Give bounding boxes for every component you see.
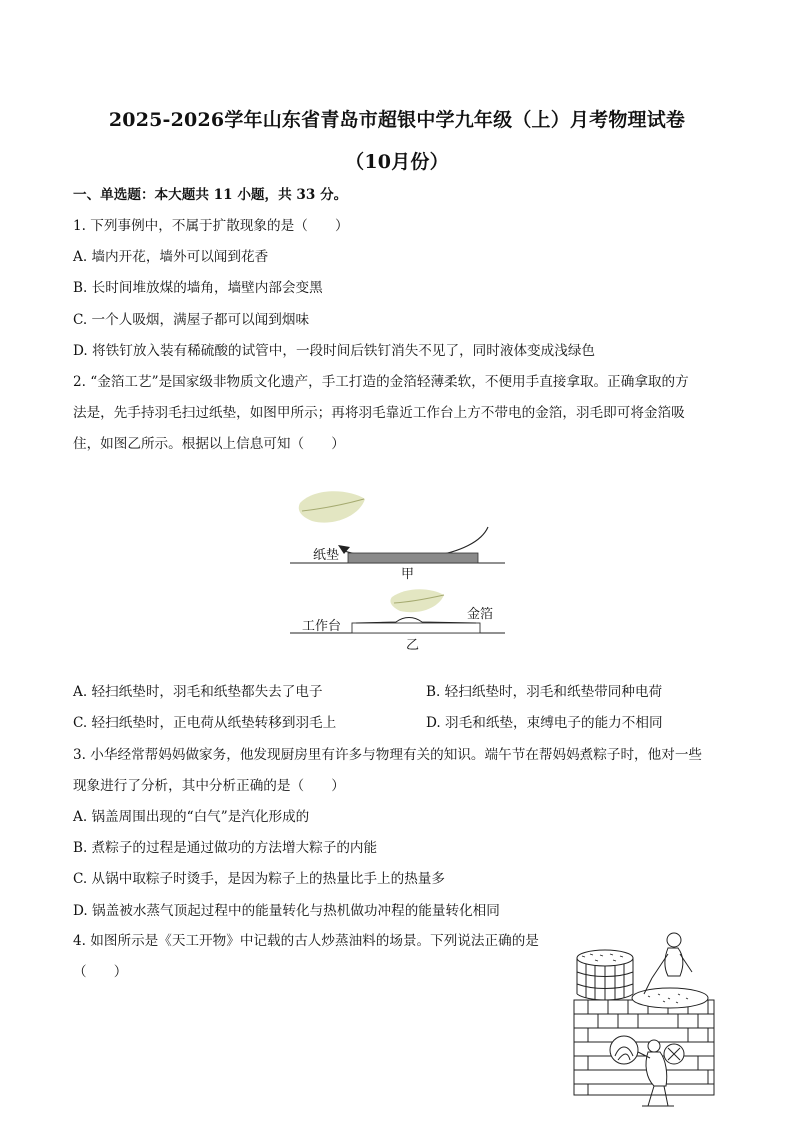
- q1-option-c: C. 一个人吸烟，满屋子都可以闻到烟味: [73, 312, 310, 328]
- q3-option-b: B. 煮粽子的过程是通过做功的方法增大粽子的内能: [73, 840, 378, 856]
- q3-option-c: C. 从锅中取粽子时烫手，是因为粽子上的热量比手上的热量多: [73, 871, 445, 887]
- q2-options-row1: [73, 684, 663, 700]
- label-paper-pad: 纸垫: [313, 548, 340, 563]
- q2-stem-line1: 2. “金箔工艺”是国家级非物质文化遗产，手工打造的金箔轻薄柔软，不便用手直接拿取。正确拿取的方: [73, 374, 689, 390]
- q2-stem-line3: 住，如图乙所示。根据以上信息可知（ ）: [73, 436, 345, 452]
- q1-stem: 1. 下列事例中，不属于扩散现象的是（ ）: [73, 218, 349, 234]
- exam-title: 2025-2026学年山东省青岛市超银中学九年级（上）月考物理试卷: [108, 109, 686, 131]
- q4-stem-line1: 4. 如图所示是《天工开物》中记载的古人炒蒸油料的场景。下列说法正确的是: [73, 933, 539, 949]
- q2-option-d: D. 羽毛和纸垫，束缚电子的能力不相同: [426, 715, 663, 731]
- label-yi: 乙: [406, 638, 420, 653]
- q1-option-d: D. 将铁钉放入装有稀硫酸的试管中，一段时间后铁钉消失不见了，同时液体变成浅绿色: [73, 343, 596, 359]
- q2-option-c: C. 轻扫纸垫时，正电荷从纸垫转移到羽毛上: [73, 715, 337, 731]
- ancient-oil-steaming-illustration: [568, 928, 726, 1113]
- q3-option-a: A. 锅盖周围出现的“白气”是汽化形成的: [73, 809, 310, 825]
- q2-option-a: A. 轻扫纸垫时，羽毛和纸垫都失去了电子: [73, 684, 323, 700]
- q3-option-d: D. 锅盖被水蒸气顶起过程中的能量转化与热机做功冲程的能量转化相同: [73, 903, 500, 919]
- feather-icon: [299, 491, 365, 522]
- q1-option-b: B. 长时间堆放煤的墙角，墙壁内部会变黑: [73, 280, 323, 296]
- q1-option-a: A. 墙内开花，墙外可以闻到花香: [73, 249, 269, 265]
- feather-figure: [280, 485, 520, 655]
- paper-pad: [348, 553, 478, 563]
- feather-icon-yi: [390, 589, 444, 612]
- exam-subtitle: （10月份）: [345, 151, 449, 173]
- label-jia: 甲: [401, 567, 415, 582]
- q3-stem-line2: 现象进行了分析，其中分析正确的是（ ）: [73, 778, 345, 794]
- q2-stem-line2: 法是，先手持羽毛扫过纸垫，如图甲所示；再将羽毛靠近工作台上方不带电的金箔，羽毛即可将金箔吸: [73, 405, 685, 421]
- workbench: [352, 623, 480, 633]
- q3-stem-line1: 3. 小华经常帮妈妈做家务，他发现厨房里有许多与物理有关的知识。端午节在帮妈妈煮粽子时，他对一些: [73, 747, 703, 763]
- section-heading: 一、单选题：本大题共 11 小题，共 33 分。: [73, 187, 348, 203]
- q4-stem-line2: （ ）: [73, 964, 128, 980]
- q2-option-b: B. 轻扫纸垫时，羽毛和纸垫带同种电荷: [426, 684, 663, 700]
- label-gold-foil: 金箔: [467, 607, 494, 622]
- q2-options-row2: [73, 715, 663, 731]
- gold-foil: [356, 618, 476, 624]
- label-workbench: 工作台: [302, 619, 342, 634]
